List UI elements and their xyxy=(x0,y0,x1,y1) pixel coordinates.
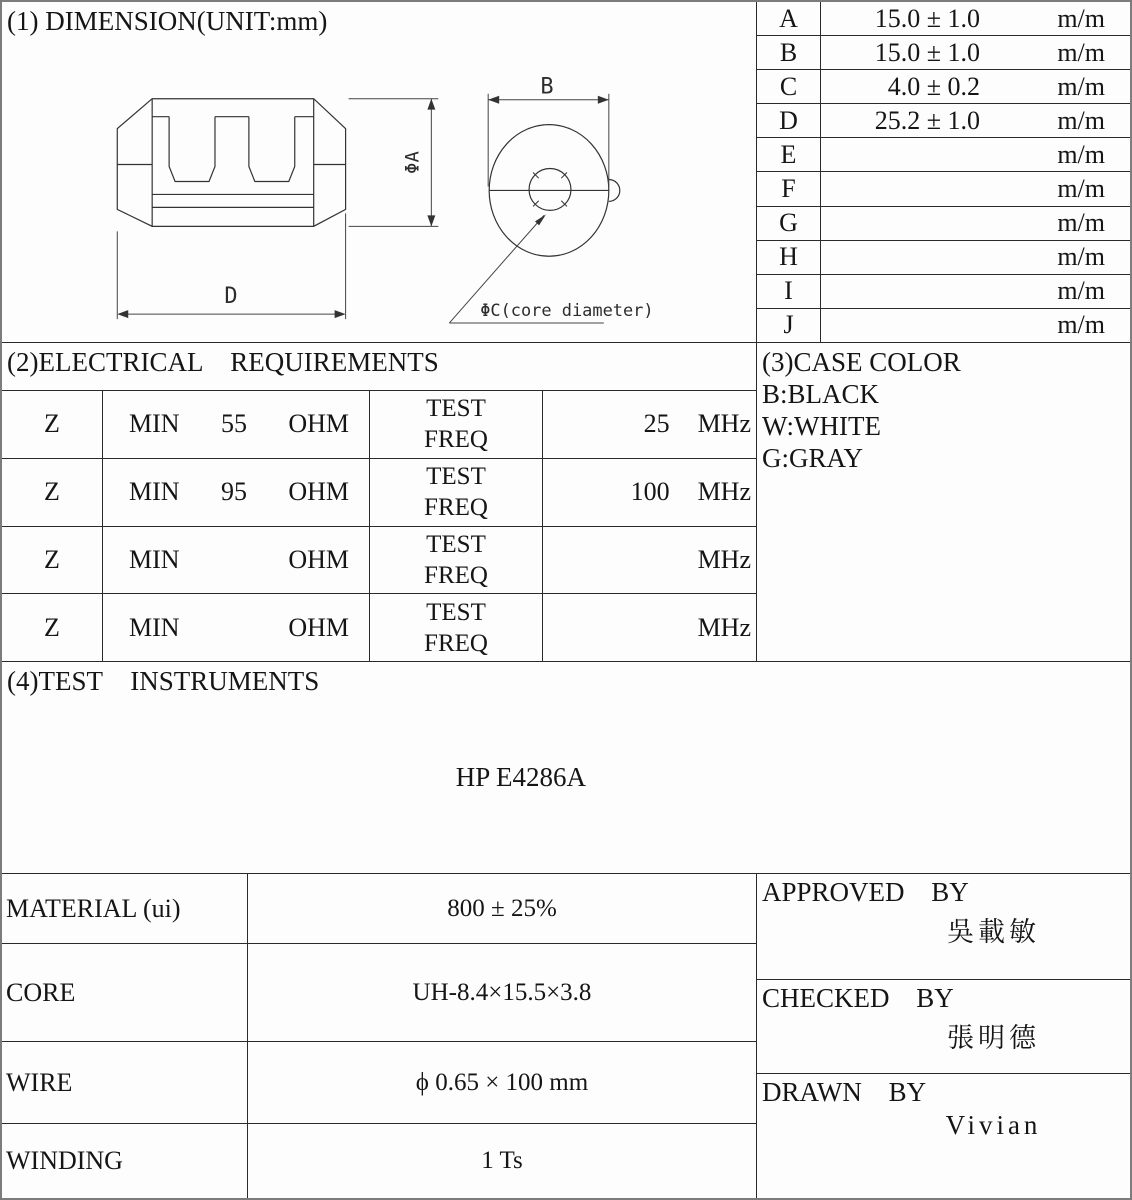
freq-cell xyxy=(543,459,756,526)
dimension-band xyxy=(2,2,1130,343)
min-label: MIN xyxy=(129,612,180,642)
d-label: D xyxy=(224,284,238,310)
dim-letter: E xyxy=(757,138,821,171)
dim-value: 15.0 ± 1.0 xyxy=(874,37,980,67)
dim-letter: A xyxy=(757,2,821,35)
spec-value: ϕ 0.65 × 100 mm xyxy=(415,1068,589,1096)
spec-label: WINDING xyxy=(2,1124,248,1198)
dim-unit: m/m xyxy=(1057,174,1105,204)
dim-letter: H xyxy=(757,241,821,274)
dimension-row-i xyxy=(757,275,1130,309)
dim-letter: G xyxy=(757,207,821,240)
spec-label: WIRE xyxy=(2,1042,248,1123)
dim-value: 4.0 ± 0.2 xyxy=(887,71,980,101)
ohm-label: OHM xyxy=(288,409,349,439)
approved-by-label: APPROVED BY xyxy=(762,877,969,907)
test-freq-cell xyxy=(370,459,543,526)
spec-value: UH-8.4×15.5×3.8 xyxy=(412,978,592,1006)
dimension-section-title: (1) DIMENSION(UNIT:mm) xyxy=(7,6,328,36)
dim-value: 25.2 ± 1.0 xyxy=(874,105,980,135)
freq-value: 100 xyxy=(630,477,670,507)
dim-letter: I xyxy=(757,275,821,308)
dim-value: 15.0 ± 1.0 xyxy=(874,3,980,33)
checked-by-name: 張明德 xyxy=(947,1023,1040,1053)
dimension-drawing xyxy=(2,2,756,342)
b-label: B xyxy=(540,74,554,100)
dim-letter: B xyxy=(757,36,821,69)
min-label: MIN xyxy=(129,477,180,507)
impedance-cell xyxy=(103,459,370,526)
signoff-boxes xyxy=(757,874,1130,1198)
impedance-cell xyxy=(103,594,370,661)
spec-value: 800 ± 25% xyxy=(447,894,557,922)
spec-row-winding xyxy=(2,1124,756,1198)
param-cell: Z xyxy=(2,459,103,526)
case-color-option-black: B:BLACK xyxy=(762,379,880,409)
freq-unit: MHz xyxy=(697,544,751,574)
electrical-row-1 xyxy=(2,391,756,459)
spec-table xyxy=(2,874,756,1198)
dim-letter: C xyxy=(757,70,821,103)
freq-value: 25 xyxy=(643,409,670,439)
case-color-title: (3)CASE COLOR xyxy=(762,347,961,377)
electrical-table xyxy=(2,390,756,661)
front-view-outline xyxy=(489,125,620,257)
param-cell: Z xyxy=(2,527,103,594)
dim-letter: D xyxy=(757,104,821,137)
arrowhead xyxy=(335,310,346,318)
dimension-table-cell xyxy=(757,2,1130,342)
impedance-cell xyxy=(103,391,370,458)
ohm-label: OHM xyxy=(288,544,349,574)
min-label: MIN xyxy=(129,409,180,439)
dim-unit: m/m xyxy=(1057,139,1105,169)
arrowhead xyxy=(117,310,128,318)
freq-cell xyxy=(543,527,756,594)
freq-cell xyxy=(543,391,756,458)
arrowhead xyxy=(598,96,609,104)
dim-unit: m/m xyxy=(1057,276,1105,306)
side-view-outline xyxy=(117,99,345,227)
drawn-by-label: DRAWN BY xyxy=(762,1077,927,1107)
dimension-row-b xyxy=(757,36,1130,70)
freq-unit: MHz xyxy=(697,409,751,439)
dimension-row-e xyxy=(757,138,1130,172)
dim-letter: F xyxy=(757,172,821,205)
signoff-cell xyxy=(757,874,1130,1198)
electrical-section-title: (2)ELECTRICAL REQUIREMENTS xyxy=(7,347,439,377)
freq-unit: MHz xyxy=(697,612,751,642)
arrowhead xyxy=(427,215,435,226)
param-cell: Z xyxy=(2,594,103,661)
spec-table-cell xyxy=(2,874,757,1198)
spec-row-material xyxy=(2,874,756,944)
arrowhead xyxy=(427,99,435,110)
test-freq-label: TEST FREQ xyxy=(424,395,488,454)
dim-unit: m/m xyxy=(1057,105,1105,135)
test-freq-label: TEST FREQ xyxy=(424,463,488,522)
drawn-by-name: Vivian xyxy=(945,1110,1042,1140)
test-freq-cell xyxy=(370,594,543,661)
test-freq-label: TEST FREQ xyxy=(424,598,488,657)
test-freq-cell xyxy=(370,391,543,458)
dimension-table xyxy=(757,2,1130,342)
dimension-row-g xyxy=(757,207,1130,241)
ohm-label: OHM xyxy=(288,477,349,507)
bottom-band xyxy=(2,874,1130,1198)
drawn-by-box xyxy=(757,1074,1130,1198)
freq-cell xyxy=(543,594,756,661)
dim-unit: m/m xyxy=(1057,71,1105,101)
case-color-option-gray: G:GRAY xyxy=(762,443,864,473)
electrical-row-3 xyxy=(2,527,756,595)
electrical-row-2 xyxy=(2,459,756,527)
min-value: 55 xyxy=(220,409,247,439)
dim-unit: m/m xyxy=(1057,242,1105,272)
electrical-band xyxy=(2,343,1130,662)
min-value: 95 xyxy=(220,477,247,507)
spec-label: MATERIAL (ui) xyxy=(2,874,248,943)
impedance-cell xyxy=(103,527,370,594)
spec-label: CORE xyxy=(2,944,248,1041)
test-instruments-section xyxy=(2,662,1130,874)
dim-unit: m/m xyxy=(1057,310,1105,340)
checked-by-label: CHECKED BY xyxy=(762,983,954,1013)
approved-by-name: 吳載敏 xyxy=(947,917,1040,947)
freq-unit: MHz xyxy=(697,477,751,507)
test-freq-cell xyxy=(370,527,543,594)
dim-letter: J xyxy=(757,309,821,342)
test-section-title: (4)TEST INSTRUMENTS xyxy=(7,666,320,696)
approved-by-box xyxy=(757,874,1130,980)
instrument-name: HP E4286A xyxy=(455,762,587,792)
phi-c-label: ΦC(core diameter) xyxy=(480,300,654,321)
dimension-row-d xyxy=(757,104,1130,138)
dim-unit: m/m xyxy=(1057,3,1105,33)
test-freq-label: TEST FREQ xyxy=(424,530,488,589)
spec-row-core xyxy=(2,944,756,1042)
electrical-section xyxy=(2,343,757,661)
dim-unit: m/m xyxy=(1057,37,1105,67)
dimension-row-f xyxy=(757,172,1130,206)
spec-row-wire xyxy=(2,1042,756,1124)
phi-a-label: ΦA xyxy=(401,151,424,174)
dim-phi-a xyxy=(349,99,439,227)
param-cell: Z xyxy=(2,391,103,458)
dim-unit: m/m xyxy=(1057,208,1105,238)
arrowhead xyxy=(488,96,499,104)
min-label: MIN xyxy=(129,544,180,574)
spec-value: 1 Ts xyxy=(481,1147,523,1174)
electrical-row-4 xyxy=(2,594,756,661)
dimension-drawing-cell xyxy=(2,2,757,342)
case-color-option-white: W:WHITE xyxy=(762,411,881,441)
case-color-section xyxy=(757,343,1130,661)
dimension-row-c xyxy=(757,70,1130,104)
dimension-row-j xyxy=(757,309,1130,342)
dim-b xyxy=(488,94,609,187)
ohm-label: OHM xyxy=(288,612,349,642)
checked-by-box xyxy=(757,980,1130,1074)
dimension-row-h xyxy=(757,241,1130,275)
dimension-row-a xyxy=(757,2,1130,36)
